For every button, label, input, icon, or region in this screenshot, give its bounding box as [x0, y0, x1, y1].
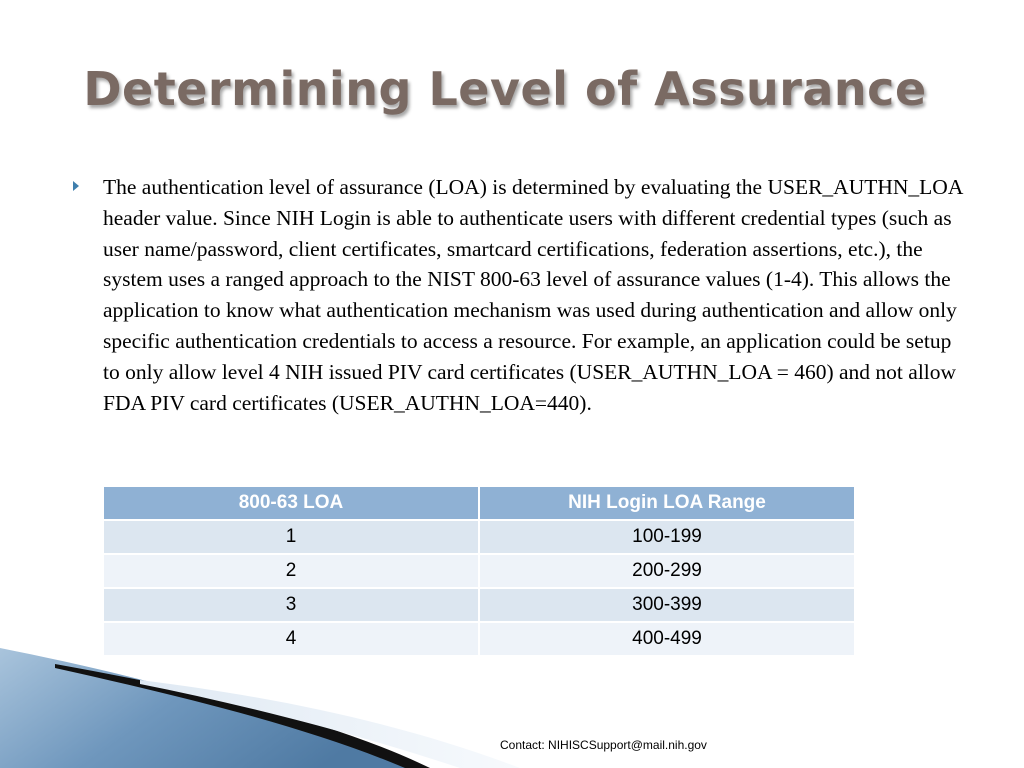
table-row	[103, 520, 855, 554]
loa-range-cell: 100-199	[479, 520, 855, 554]
loa-level-cell: 4	[103, 622, 479, 656]
column-header-800-63-loa: 800-63 LOA	[103, 486, 479, 520]
table-header-row	[103, 486, 855, 520]
table-row	[103, 622, 855, 656]
column-header-nih-login-loa-range: NIH Login LOA Range	[479, 486, 855, 520]
footer-contact: Contact: NIHISCSupport@mail.nih.gov	[500, 738, 707, 752]
loa-level-cell: 1	[103, 520, 479, 554]
loa-range-cell: 200-299	[479, 554, 855, 588]
loa-range-table	[102, 485, 856, 657]
bullet-arrow-icon	[73, 181, 79, 191]
table-row	[103, 554, 855, 588]
table-row	[103, 588, 855, 622]
loa-level-cell: 3	[103, 588, 479, 622]
loa-range-cell: 300-399	[479, 588, 855, 622]
slide-title: Determining Level of Assurance	[83, 62, 927, 116]
loa-level-cell: 2	[103, 554, 479, 588]
loa-range-cell: 400-499	[479, 622, 855, 656]
body-paragraph: The authentication level of assurance (LOA) is determined by evaluating the USER_AUTHN_LOA header value. Since NIH Login is able to authenticate users with different credential types (such as user name/password, client certificates, smartcard certifications, federation assertions, etc.), the system uses a ranged approach to the NIST 800-63 level of assurance values (1-4). This allows the application to know what authentication mechanism was used during authentication and allow only specific authentication credentials to access a resource. For example, an application could be setup to only allow level 4 NIH issued PIV card certificates (USER_AUTHN_LOA = 460) and not allow FDA PIV card certificates (USER_AUTHN_LOA=440).	[103, 175, 963, 415]
